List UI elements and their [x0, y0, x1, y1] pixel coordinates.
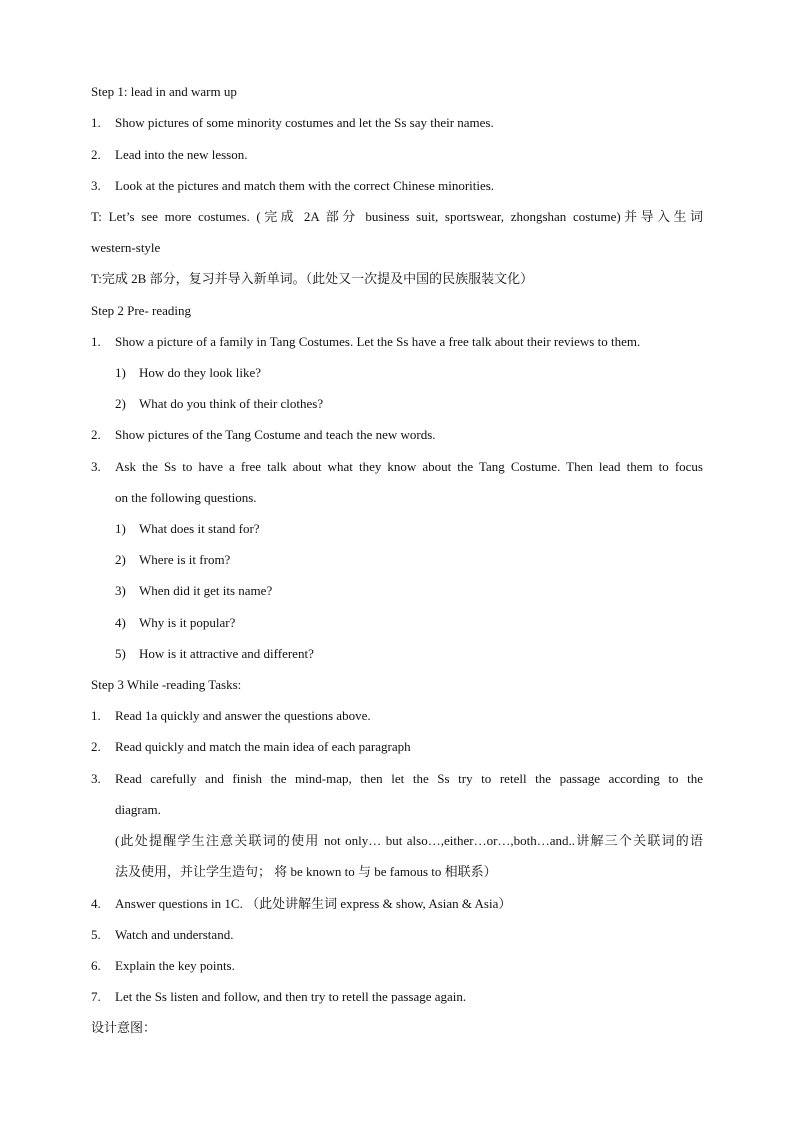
sub-list-number: 3): [115, 583, 126, 598]
sub-list-number: 1): [115, 521, 126, 536]
list-text: Explain the key points.: [115, 958, 235, 973]
list-number: 7.: [91, 989, 101, 1004]
sub-list-number: 2): [115, 552, 126, 567]
list-number: 3.: [91, 459, 101, 474]
step3-heading: Step 3 While -reading Tasks:: [91, 677, 242, 692]
teacher-line-2: T:完成 2B 部分，复习并导入新单词。（此处又一次提及中国的民族服装文化）: [91, 271, 534, 286]
note-line-1: (此处提醒学生注意关联词的使用 not only… but also…,either…or…,both…and..讲解三个关联词的语: [115, 833, 703, 848]
list-number: 1.: [91, 708, 101, 723]
list-text: Ask the Ss to have a free talk about what they know about the Tang Costume. Then lead them to focus: [115, 459, 703, 474]
sub-list-text: How do they look like?: [139, 365, 262, 380]
sub-list-number: 1): [115, 365, 126, 380]
list-text: Read 1a quickly and answer the questions above.: [115, 708, 371, 723]
list-text: Lead into the new lesson.: [115, 147, 248, 162]
list-number: 3.: [91, 178, 101, 193]
list-text: Watch and understand.: [115, 927, 234, 942]
list-text: Show pictures of the Tang Costume and teach the new words.: [115, 427, 436, 442]
list-text: Show a picture of a family in Tang Costumes. Let the Ss have a free talk about their reviews to them.: [115, 334, 641, 349]
teacher-line-1: T: Let’s see more costumes. (完成 2A 部分 business suit, sportswear, zhongshan costume)并导入生词: [91, 209, 703, 224]
sub-list-text: Where is it from?: [139, 552, 231, 567]
sub-list-text: What does it stand for?: [139, 521, 260, 536]
list-number: 6.: [91, 958, 101, 973]
list-text: Look at the pictures and match them with the correct Chinese minorities.: [115, 178, 495, 193]
sub-list-text: When did it get its name?: [139, 583, 273, 598]
sub-list-text: Why is it popular?: [139, 615, 236, 630]
sub-list-number: 5): [115, 646, 126, 661]
list-text-continued: on the following questions.: [115, 490, 257, 505]
step2-heading: Step 2 Pre- reading: [91, 303, 192, 318]
step1-heading: Step 1: lead in and warm up: [91, 84, 237, 99]
list-number: 1.: [91, 334, 101, 349]
teacher-line-1-continued: western-style: [91, 240, 161, 255]
list-number: 1.: [91, 115, 101, 130]
sub-list-number: 4): [115, 615, 126, 630]
note-line-2: 法及使用，并让学生造句； 将 be known to 与 be famous to 相联系）: [115, 864, 497, 879]
list-text-continued: diagram.: [115, 802, 161, 817]
list-text: Show pictures of some minority costumes and let the Ss say their names.: [115, 115, 494, 130]
list-text: Read carefully and finish the mind-map, then let the Ss try to retell the passage according to the: [115, 771, 703, 786]
list-number: 2.: [91, 147, 101, 162]
list-number: 5.: [91, 927, 101, 942]
list-number: 2.: [91, 739, 101, 754]
list-number: 4.: [91, 896, 101, 911]
sub-list-number: 2): [115, 396, 126, 411]
design-intent-heading: 设计意图：: [91, 1020, 157, 1035]
sub-list-text: What do you think of their clothes?: [139, 396, 324, 411]
list-text: Answer questions in 1C. （此处讲解生词 express & show, Asian & Asia）: [115, 896, 512, 911]
list-text: Let the Ss listen and follow, and then try to retell the passage again.: [115, 989, 467, 1004]
list-number: 3.: [91, 771, 101, 786]
list-text: Read quickly and match the main idea of each paragraph: [115, 739, 411, 754]
sub-list-text: How is it attractive and different?: [139, 646, 314, 661]
list-number: 2.: [91, 427, 101, 442]
